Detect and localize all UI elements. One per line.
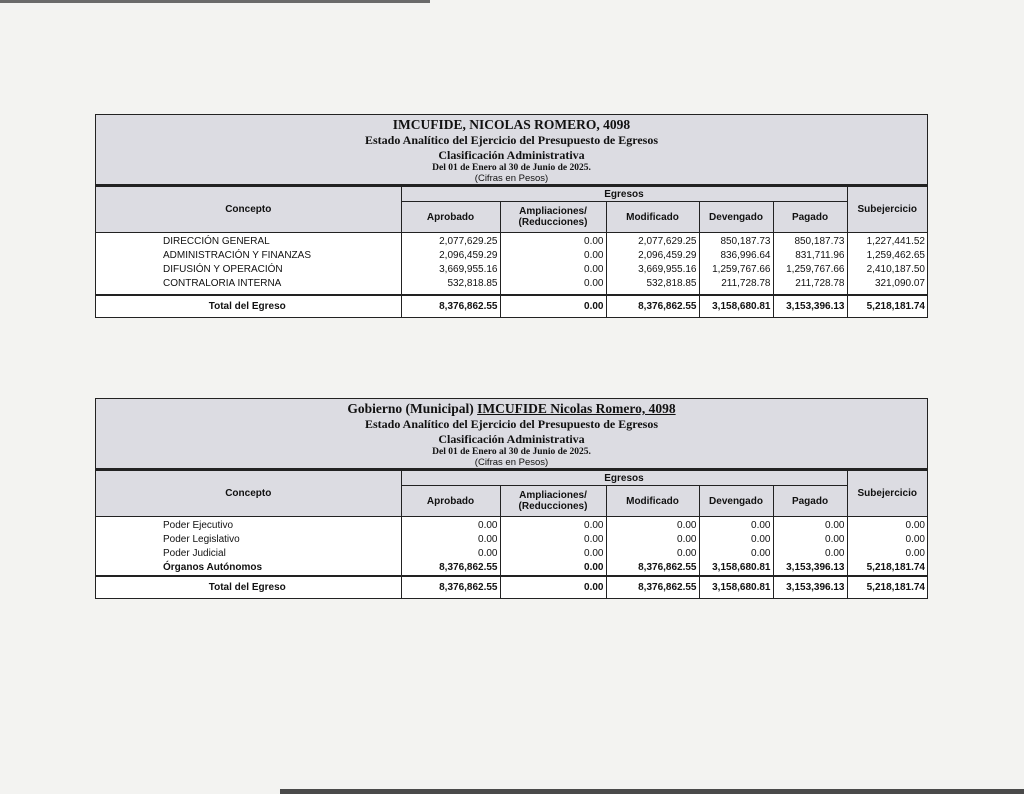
row-modificado: 2,077,629.25	[606, 233, 699, 250]
report-period: Del 01 de Enero al 30 de Junio de 2025.	[432, 447, 591, 457]
header-devengado: Devengado	[699, 202, 773, 233]
report-units: (Cifras en Pesos)	[474, 173, 549, 184]
row-modificado: 0.00	[606, 517, 699, 534]
row-ampliaciones: 0.00	[500, 517, 606, 534]
row-concept: DIRECCIÓN GENERAL	[96, 233, 401, 250]
report-classification: Clasificación Administrativa	[438, 148, 585, 162]
row-modificado: 3,669,955.16	[606, 263, 699, 277]
row-aprobado: 0.00	[401, 533, 500, 547]
total-devengado: 3,158,680.81	[699, 295, 773, 317]
row-concept: CONTRALORIA INTERNA	[96, 277, 401, 291]
header-pagado: Pagado	[773, 202, 847, 233]
row-aprobado: 2,077,629.25	[401, 233, 500, 250]
row-pagado: 3,153,396.13	[773, 561, 847, 576]
row-aprobado: 532,818.85	[401, 277, 500, 291]
row-devengado: 1,259,767.66	[699, 263, 773, 277]
row-devengado: 0.00	[699, 517, 773, 534]
row-devengado: 0.00	[699, 533, 773, 547]
row-modificado: 0.00	[606, 533, 699, 547]
header-aprobado: Aprobado	[401, 486, 500, 517]
total-modificado: 8,376,862.55	[606, 576, 699, 598]
row-pagado: 0.00	[773, 533, 847, 547]
header-ampliaciones	[500, 486, 606, 517]
header-ampliaciones-line2: (Reducciones)	[518, 217, 588, 228]
row-aprobado: 0.00	[401, 547, 500, 561]
row-modificado: 2,096,459.29	[606, 249, 699, 263]
header-egresos: Egresos	[401, 187, 847, 202]
report-period: Del 01 de Enero al 30 de Junio de 2025.	[432, 163, 591, 173]
header-concepto: Concepto	[96, 187, 401, 233]
header-concepto: Concepto	[96, 471, 401, 517]
row-concept: Poder Ejecutivo	[96, 517, 401, 534]
row-aprobado: 8,376,862.55	[401, 561, 500, 576]
table-row	[96, 263, 927, 277]
report-classification: Clasificación Administrativa	[438, 432, 585, 446]
row-pagado: 850,187.73	[773, 233, 847, 250]
header-ampliaciones-line1: Ampliaciones/	[519, 490, 587, 501]
row-subejercicio: 0.00	[905, 534, 925, 545]
report-title	[96, 401, 927, 417]
row-pagado: 1,259,767.66	[773, 263, 847, 277]
table-row	[96, 517, 927, 534]
report-subtitle: Estado Analítico del Ejercicio del Presupuesto de Egresos	[365, 417, 658, 431]
total-subejercicio: 5,218,181.74	[847, 576, 927, 598]
table-row	[96, 277, 927, 291]
header-ampliaciones	[500, 202, 606, 233]
row-concept: Órganos Autónomos	[96, 561, 401, 576]
row-pagado: 211,728.78	[773, 277, 847, 291]
row-concept: ADMINISTRACIÓN Y FINANZAS	[96, 249, 401, 263]
table-row	[96, 561, 927, 576]
row-aprobado: 2,096,459.29	[401, 249, 500, 263]
report-title-entity: IMCUFIDE Nicolas Romero, 4098	[477, 401, 676, 416]
total-label: Total del Egreso	[96, 576, 401, 598]
row-devengado: 836,996.64	[699, 249, 773, 263]
report-header	[96, 399, 927, 470]
total-aprobado: 8,376,862.55	[401, 576, 500, 598]
row-ampliaciones: 0.00	[500, 233, 606, 250]
row-devengado: 0.00	[699, 547, 773, 561]
row-devengado: 3,158,680.81	[699, 561, 773, 576]
row-subejercicio: 0.00	[905, 548, 925, 559]
budget-table	[96, 186, 927, 317]
row-modificado: 8,376,862.55	[606, 561, 699, 576]
total-label: Total del Egreso	[96, 295, 401, 317]
row-modificado: 532,818.85	[606, 277, 699, 291]
row-pagado: 0.00	[773, 517, 847, 534]
header-subejercicio: Subejercicio	[847, 187, 927, 233]
header-modificado: Modificado	[606, 486, 699, 517]
total-row	[96, 295, 927, 317]
header-pagado: Pagado	[773, 486, 847, 517]
total-subejercicio: 5,218,181.74	[847, 295, 927, 317]
report-header	[96, 115, 927, 186]
total-row	[96, 576, 927, 598]
scan-edge-top	[0, 0, 430, 3]
row-pagado: 0.00	[773, 547, 847, 561]
total-aprobado: 8,376,862.55	[401, 295, 500, 317]
total-pagado: 3,153,396.13	[773, 295, 847, 317]
row-aprobado: 0.00	[401, 517, 500, 534]
report-title-prefix: Gobierno (Municipal)	[347, 401, 474, 416]
header-aprobado: Aprobado	[401, 202, 500, 233]
total-ampliaciones: 0.00	[500, 295, 606, 317]
row-subejercicio: 1,259,462.65	[866, 250, 925, 261]
report-gobierno-municipal	[95, 398, 928, 599]
total-devengado: 3,158,680.81	[699, 576, 773, 598]
report-imcufide	[95, 114, 928, 318]
row-concept: Poder Judicial	[96, 547, 401, 561]
row-subejercicio: 1,227,441.52	[866, 236, 925, 247]
header-devengado: Devengado	[699, 486, 773, 517]
row-subejercicio: 321,090.07	[874, 278, 925, 289]
row-subejercicio: 0.00	[905, 520, 925, 531]
row-subejercicio: 2,410,187.50	[866, 264, 925, 275]
row-aprobado: 3,669,955.16	[401, 263, 500, 277]
header-ampliaciones-line1: Ampliaciones/	[519, 206, 587, 217]
budget-table	[96, 470, 927, 598]
row-ampliaciones: 0.00	[500, 533, 606, 547]
total-modificado: 8,376,862.55	[606, 295, 699, 317]
table-row	[96, 547, 927, 561]
table-row	[96, 233, 927, 250]
row-ampliaciones: 0.00	[500, 263, 606, 277]
row-ampliaciones: 0.00	[500, 277, 606, 291]
scan-edge-bottom	[280, 789, 1024, 794]
report-units: (Cifras en Pesos)	[474, 457, 549, 468]
header-egresos: Egresos	[401, 471, 847, 486]
row-concept: Poder Legislativo	[96, 533, 401, 547]
row-subejercicio: 5,218,181.74	[847, 561, 927, 576]
table-row	[96, 249, 927, 263]
row-devengado: 211,728.78	[699, 277, 773, 291]
header-ampliaciones-line2: (Reducciones)	[518, 501, 588, 512]
total-pagado: 3,153,396.13	[773, 576, 847, 598]
header-modificado: Modificado	[606, 202, 699, 233]
row-ampliaciones: 0.00	[500, 561, 606, 576]
row-ampliaciones: 0.00	[500, 547, 606, 561]
row-devengado: 850,187.73	[699, 233, 773, 250]
row-concept: DIFUSIÓN Y OPERACIÓN	[96, 263, 401, 277]
row-modificado: 0.00	[606, 547, 699, 561]
report-title: IMCUFIDE, NICOLAS ROMERO, 4098	[392, 117, 631, 132]
report-subtitle: Estado Analítico del Ejercicio del Presupuesto de Egresos	[365, 133, 658, 147]
row-pagado: 831,711.96	[773, 249, 847, 263]
header-subejercicio: Subejercicio	[847, 471, 927, 517]
total-ampliaciones: 0.00	[500, 576, 606, 598]
table-row	[96, 533, 927, 547]
row-ampliaciones: 0.00	[500, 249, 606, 263]
